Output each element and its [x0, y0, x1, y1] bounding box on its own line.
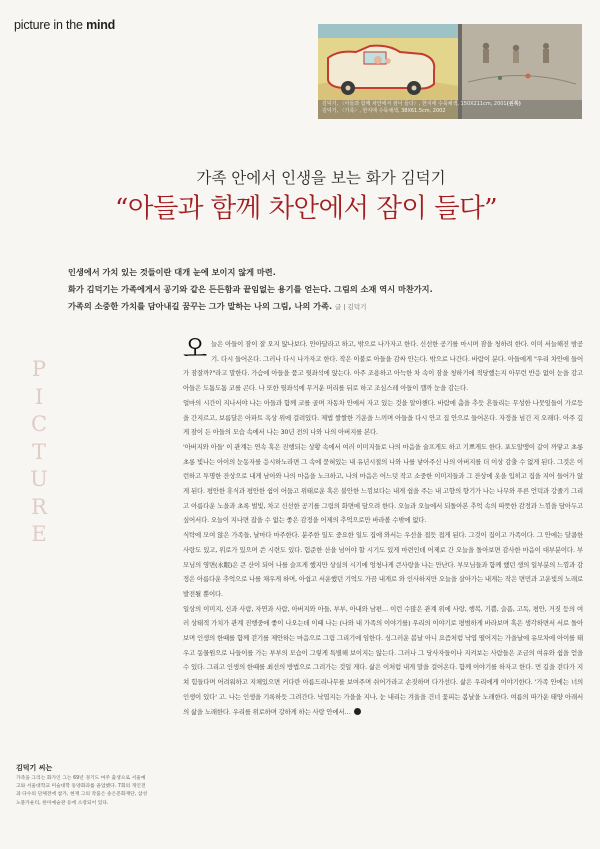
body-paragraph-text: 일상의 이미지, 신과 사람, 자연과 사람, 아버지와 아들, 부부, 아내와 남편… 이런 수많은 관계 위에 사랑, 행복, 기쁨, 슬픔, 고독, 평안, 거짓 등의 여러 상태적 가치가 관계 진행중에 좋이 나오는데 이때 나는 (나와 내 가족의 이야기를) 우리의 이야기로 평범하게 바라보며 혹은 생각하면서 서로 돌아보며 인생의 한때를 함께 걷기를 제안하는 마음으로 그림 그리기에 임한다. 싱그러운 봄날 아니 요즘처럼 낙엽 떨어지는 가을날에 유모차에 아이를 태우고 동물원으로 나들이를 가는 부부의 모습이 그렇게 특별해 보이지는 않는다. 그러나 그 당사자들이나 지켜보는 사람들은 조금의 여유와 쉼을 얻을 수 있다. 그리고 인생의 한때를 최선의 방법으로 그려가는 것일 게다. 삶은 이처럼 내게 말을 걸어온다. 함께 이야기를 하자고 한다. 먼 길을 걷다가 지쳐 힘들다며 어려워하고 지체있으면 커다란 아름드리나무를 보여주며 쉬어가라고 손짓하며 다가선다. 삶은 우리에게 이야기한다. '가족 안에는 너의 인생이 있다' 고. 나는 인생을 기록하듯 그려간다. 낙엽지는 가을을 지나, 눈 내리는 겨울을 건너 꽃피는 봄날을 노래한다. 여름의 따가운 태양 아래서의 삶을 노래한다. 우리를 위로하며 강하게 하는 사랑 안에서…	[183, 604, 583, 716]
lead-line-2: 화가 김덕기는 가족에게서 공기와 같은 든든함과 끝임없는 용기를 얻는다. 그림의 소재 역시 마찬가지.	[68, 283, 433, 294]
end-mark-icon	[354, 708, 361, 715]
caption-line-2: 김덕기, 〈가족〉, 한지에 수묵채색, 38X61.5cm, 2002	[322, 108, 446, 115]
drop-cap: 오	[183, 334, 208, 363]
section-header	[14, 18, 115, 32]
side-letter: U	[30, 467, 48, 491]
caption-position-tag: (왼쪽)	[506, 101, 521, 107]
side-letter: R	[31, 494, 47, 519]
body-paragraph	[183, 602, 583, 720]
article-body	[183, 334, 584, 719]
lead-line-1: 인생에서 가치 있는 것들이란 대개 눈에 보이지 않게 마련.	[68, 267, 276, 277]
bio-text: 가족을 그리는 화가인 그는 69년 경기도 여주 출생으로 서울예고와 서울대학교 미술대학 동양화과를 졸업했다. 7회의 개인전과 다수의 단체전에 참가, 현재 그의 작품은 송은문화재단, 삼성노블카운티, 한미예술관 등에 소장되어 있다.	[16, 776, 148, 806]
kicker-title: 가족 안에서 인생을 보는 화가 김덕기	[196, 169, 446, 187]
artist-bio	[16, 763, 148, 808]
side-letter: C	[30, 412, 48, 436]
body-paragraph: '아버지와 아들' 이 관계는 연속 혹은 진행되는 상황 속에서 여러 이미지들로 나의 마음을 술프게도 하고 기쁘게도 한다. 포도알맹이 같이 까맣고 초롱초롱 빛나는 아이의 눈동자를 응시하노라면 그 속에 묻혀있는 내 유년시절의 나와 나를 낳아주신 나의 아버지를 더 이상 감출 수 없게 된다. 그것은 이런하고 투명한 잔상으로 내게 남아와 나의 마음을 노크하고, 나의 마음은 어느덧 작고 소중한 이미지들과 그 잔상에 옷을 입히고 집을 지어 들어가 앉게 된다. 평안한 휴식과 평안한 쉼이 어둡고 위태로운 혹은 불안한 느낌보다는 내게 쉽을 주는 내 고향의 향기가 나는 나무와 푸른 언덕과 강줄기 그리고 아름다운 노을과 초록 벌빛, 차고 신선한 공기를 그림의 화면에 담으려 한다. 오늘과 오늘에서 되돌아본 추억 속의 따뜻한 감정과 느낌을 담아두고 싶어서다. 오늘이 지나면 잡을 수 없는 좋은 감정을 어제의 추억으로만 바라볼 수밖에 없다.	[183, 442, 583, 525]
section-bold: mind	[86, 18, 116, 32]
side-letter: P	[31, 357, 47, 381]
section-prefix: picture in the	[14, 18, 83, 32]
body-paragraph: 식탁에 모여 앉은 가족들, 날마다 마주한다. 분주한 일도 중요한 일도 집에 와서는 우선을 접듯 접게 된다. 그것이 집이고 가족이다. 그 안에는 달콤한 사랑도 있고, 위로가 있으며 쓴 시련도 있다. 험준한 산을 넘어야 할 시기도 있게 마련인데 어제로 간 오늘을 돌아보면 감사한 마음이 대부분이다. 부모님의 영면(永眠)은 큰 산이 되어 나를 슬프게 했지만 상실의 시기에 엉청나게 큰사랑을 나는 만난다. 부모님들과 함께 했던 생의 일부분의 느낌과 감정은 아름다운 추억으로 나를 채우게 하며, 아쉽고 서운했던 기억도 가끔 내게로 와 인사하지만 오늘을 살아가는 내게는 작은 면민과 고운빛의 노래로 발전될 뿐이다.	[183, 531, 584, 598]
body-paragraph: 얼마의 시간이 지나서야 나는 아들과 함께 코를 골며 자동차 안에서 자고 있는 것을 알아챈다. 바람에 춤을 추듯 흔들리는 무성한 나뭇잎들이 가로등을 간지르고, 보름달은 아파트 옥상 위에 걸려있다. 제법 쌀쌀한 기운을 느끼며 아들을 다시 안고 집 안으로 들어온다. 자정을 넘긴 지 오래다. 아주 깊게 잠이 든 아들의 모습 속에서 나는 30년 전의 나와 나의 아버지를 본다.	[183, 398, 583, 437]
caption-line-1: 김덕기, 〈아들과 함께 차안에서 잠이 들다〉, 한지에 수묵채색, 150X211cm, 2001	[322, 101, 507, 107]
side-letter: T	[31, 439, 46, 464]
body-paragraph-text: 늘은 아들이 잠이 잘 오지 않나보다. 안아달라고 하고, 밖으로 나가자고 한다. 신선한 공기를 마시며 잠을 청하려 한다. 이미 서늘해진 밤공기. 다시 들어온다. 그러나 다시 나가자고 한다. 작은 이불로 아들을 감싸 안는다. 밖으로 나간다. 바람이 분다. 아들에게 "우리 차안에 들어가 잠잘까?"라고 말한다. 가슴에 아들을 품고 뒷좌석에 앉는다. 아주 조용하고 아늑한 차 속이 잠을 청하기에 적당했는지 아무런 반응 없이 눈을 감고 아들은 도톰도톰 코를 곤다. 나 또한 뒷좌석에 무거운 머리를 뒤로 하고 조심스레 아들이 깰까 눈을 감는다.	[183, 340, 583, 393]
byline: 글 | 김덕기	[334, 302, 367, 311]
body-paragraph	[183, 334, 583, 396]
lead-line-3: 가족의 소중한 가치를 담아내길 꿈꾸는 그가 말하는 나의 그림, 나의 가족.	[68, 300, 333, 311]
lead-paragraph	[68, 264, 538, 315]
headline: “아들과 함께 차안에서 잠이 들다”	[114, 193, 498, 224]
bio-title: 김덕기 씨는	[16, 764, 53, 772]
side-letter: E	[31, 522, 47, 546]
image-caption	[322, 101, 584, 115]
side-label-picture	[28, 356, 50, 686]
side-letter: I	[34, 384, 44, 409]
